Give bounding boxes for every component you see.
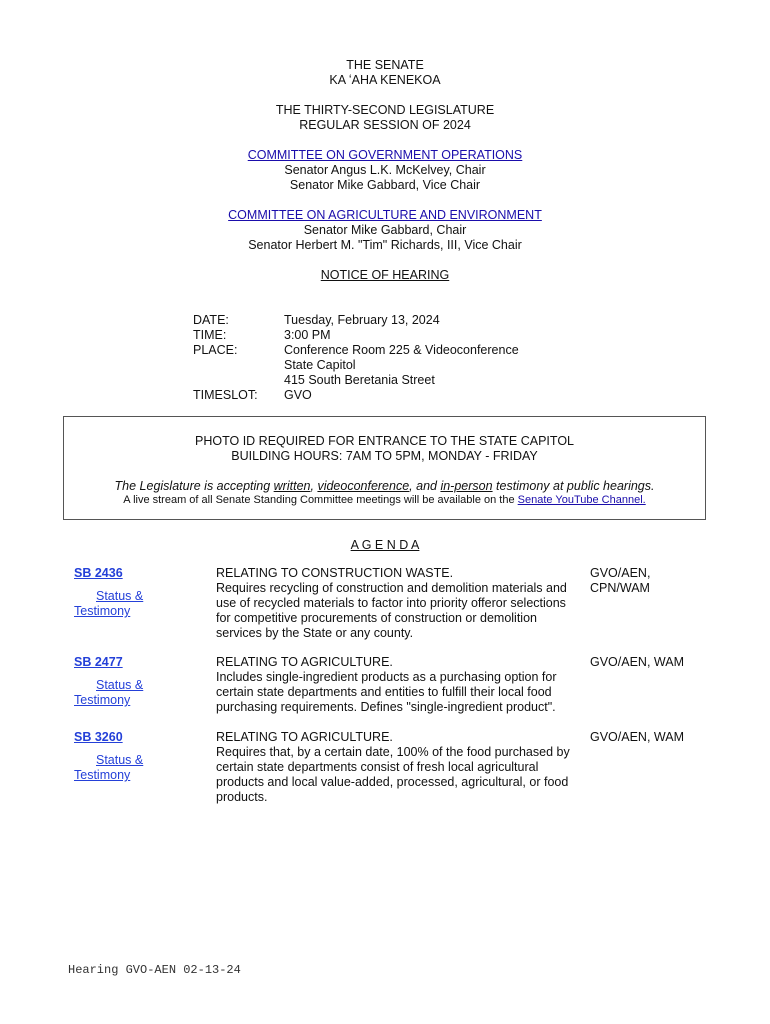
bill-number-link[interactable]: SB 3260: [74, 730, 123, 744]
bill-title: RELATING TO AGRICULTURE.: [216, 730, 393, 744]
status-testimony-link[interactable]: Status &: [96, 678, 144, 692]
bill-description: [216, 670, 576, 715]
committee-gvo-link[interactable]: COMMITTEE ON GOVERNMENT OPERATIONS: [247, 148, 523, 162]
timeslot-label: TIMESLOT:: [193, 388, 258, 402]
status-testimony-link-line2[interactable]: Testimony: [74, 768, 131, 782]
notice-box: [63, 416, 706, 520]
committee-referral: [590, 730, 684, 745]
bill-title: RELATING TO CONSTRUCTION WASTE.: [216, 566, 454, 580]
referral-line: GVO/AEN, WAM: [590, 655, 684, 669]
committee-1-vice-chair: Senator Mike Gabbard, Vice Chair: [289, 178, 481, 192]
bill-description-line: Requires recycling of construction and demolition materials and: [216, 581, 567, 595]
date-label: DATE:: [193, 313, 229, 327]
in-person-testimony-link[interactable]: in-person: [440, 479, 493, 493]
committee-referral: [590, 566, 650, 596]
testimony-comma: ,: [310, 479, 318, 493]
senate-title: THE SENATE: [346, 58, 424, 72]
bill-description-line: for competitive procurements of construction or demolition: [216, 611, 537, 625]
bill-description-line: services by the State or any county.: [216, 626, 414, 640]
status-testimony-link-line2[interactable]: Testimony: [74, 693, 131, 707]
notice-title: [0, 268, 770, 283]
testimony-and: , and: [409, 479, 441, 493]
session-title: REGULAR SESSION OF 2024: [299, 118, 471, 132]
time-value: 3:00 PM: [284, 328, 331, 342]
bill-description: [216, 745, 576, 805]
youtube-channel-link[interactable]: Senate YouTube Channel.: [517, 494, 646, 506]
timeslot-value: GVO: [284, 388, 312, 402]
live-stream-notice: [64, 494, 705, 506]
date-value: Tuesday, February 13, 2024: [284, 313, 440, 327]
bill-title: RELATING TO AGRICULTURE.: [216, 655, 393, 669]
bill-description-line: purchasing requirements. Defines "single-ingredient product".: [216, 700, 556, 714]
committee-2: [0, 208, 770, 223]
building-hours-notice: BUILDING HOURS: 7AM TO 5PM, MONDAY - FRIDAY: [231, 449, 538, 463]
committee-1-chair: Senator Angus L.K. McKelvey, Chair: [284, 163, 486, 177]
testimony-notice: [64, 479, 705, 493]
bill-description: [216, 581, 576, 641]
bill-description-line: certain state departments and entities to fulfill their local food: [216, 685, 552, 699]
committee-referral: [590, 655, 684, 670]
bill-description-line: products and local value-added, processed, agricultural, or food: [216, 775, 569, 789]
bill-number-link[interactable]: SB 2477: [74, 655, 123, 669]
notice-title-text: NOTICE OF HEARING: [320, 268, 450, 282]
place-line-1: Conference Room 225 & Videoconference: [284, 343, 519, 357]
photo-id-notice: PHOTO ID REQUIRED FOR ENTRANCE TO THE STATE CAPITOL: [195, 434, 574, 448]
committee-aen-link[interactable]: COMMITTEE ON AGRICULTURE AND ENVIRONMENT: [228, 208, 542, 222]
referral-line: CPN/WAM: [590, 581, 650, 595]
committee-2-chair: Senator Mike Gabbard, Chair: [303, 223, 467, 237]
written-testimony-link[interactable]: written: [273, 479, 311, 493]
agenda-title-text: A G E N D A: [350, 538, 420, 552]
place-line-3: 415 South Beretania Street: [284, 373, 435, 387]
referral-line: GVO/AEN,: [590, 566, 651, 580]
status-testimony-link[interactable]: Status &: [96, 753, 144, 767]
committee-2-vice-chair: Senator Herbert M. "Tim" Richards, III, Vice Chair: [248, 238, 522, 252]
place-line-2: State Capitol: [284, 358, 356, 372]
bill-description-line: Requires that, by a certain date, 100% of the food purchased by: [216, 745, 570, 759]
status-testimony-link[interactable]: Status &: [96, 589, 144, 603]
agenda-title: [0, 538, 770, 553]
testimony-prefix: The Legislature is accepting: [114, 479, 274, 493]
place-label: PLACE:: [193, 343, 238, 357]
videoconference-testimony-link[interactable]: videoconference: [317, 479, 410, 493]
legislature-title: THE THIRTY-SECOND LEGISLATURE: [275, 103, 495, 117]
status-testimony-link-line2[interactable]: Testimony: [74, 604, 131, 618]
time-label: TIME:: [193, 328, 227, 342]
bill-description-line: Includes single-ingredient products as a purchasing option for: [216, 670, 557, 684]
bill-description-line: products.: [216, 790, 268, 804]
live-stream-text: A live stream of all Senate Standing Committee meetings will be available on the: [123, 494, 518, 506]
bill-number-link[interactable]: SB 2436: [74, 566, 123, 580]
senate-hawaiian-title: KA ʻAHA KENEKOA: [329, 73, 441, 87]
testimony-suffix: testimony at public hearings.: [492, 479, 655, 493]
committee-1: [0, 148, 770, 163]
bill-description-line: certain state departments consist of fresh local agricultural: [216, 760, 539, 774]
referral-line: GVO/AEN, WAM: [590, 730, 684, 744]
page-footer: Hearing GVO-AEN 02-13-24: [68, 963, 241, 977]
bill-description-line: use of recycled materials to factor into priority offeror selections: [216, 596, 566, 610]
